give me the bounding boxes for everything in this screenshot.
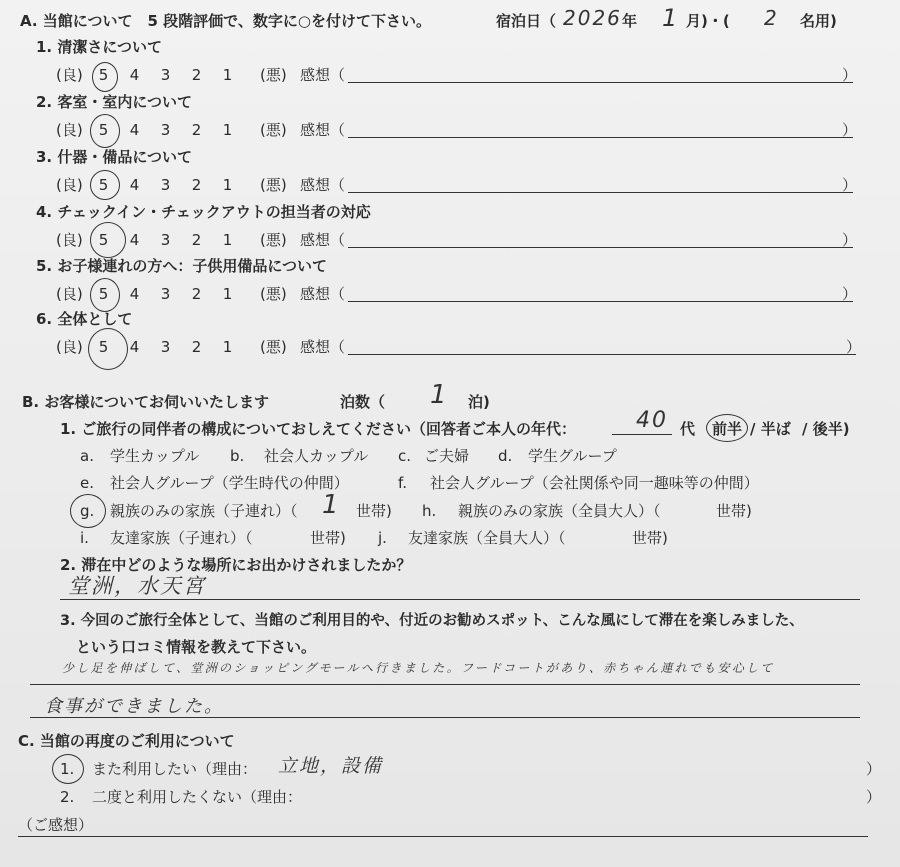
age-unit: 代 — [680, 420, 696, 438]
rating-option[interactable]: 4 — [129, 231, 140, 249]
question-title: 2. 客室・室内について — [36, 93, 193, 111]
option-label[interactable]: 社会人グループ（学生時代の仲間） — [110, 474, 349, 492]
question-title: 5. お子様連れの方へ：子供用備品について — [36, 257, 328, 275]
rating-option[interactable]: 2 — [191, 231, 202, 249]
nights-label: 泊数（ — [340, 393, 386, 411]
rating-option[interactable]: 3 — [160, 338, 171, 356]
comment-close: ） — [842, 121, 858, 139]
rating-option[interactable]: 2 — [191, 338, 202, 356]
rating-option[interactable]: 1 — [222, 121, 233, 139]
option-unit: 世帯) — [310, 529, 346, 547]
comment-label: 感想（ — [300, 66, 346, 84]
option-key: d. — [498, 447, 513, 465]
q3-answer-line1-handwritten: 少し足を伸ばして、堂洲のショッピングモールへ行きました。フードコートがあり、赤ちゃん連れでも安心して — [62, 661, 775, 675]
return-reason-handwritten: 立地，設備 — [278, 755, 384, 777]
nights-unit: 泊) — [468, 393, 490, 411]
section-a-header: A. 当館について 5 段階評価で、数字に○を付けて下さい。 — [20, 12, 431, 30]
scale-good-label: (良) — [56, 176, 83, 194]
scale-good-label: (良) — [56, 231, 83, 249]
household-count-handwritten: 1 — [322, 490, 339, 520]
option-label[interactable]: 学生カップル — [110, 447, 200, 465]
rating-option[interactable]: 3 — [160, 231, 171, 249]
selected-rating-circle — [90, 222, 126, 258]
question-title: 4. チェックイン・チェックアウトの担当者の対応 — [36, 203, 371, 221]
scale-bad-label: (悪) — [260, 338, 287, 356]
rating-option[interactable]: 1 — [222, 66, 233, 84]
q2-title: 2. 滞在中どのような場所にお出かけされましたか？ — [60, 556, 412, 574]
comment-input-line[interactable] — [348, 354, 856, 355]
comment-input-line[interactable] — [348, 82, 853, 83]
option-key: e. — [80, 474, 94, 492]
option-key: j. — [378, 529, 387, 547]
selected-rating-circle — [90, 114, 120, 148]
option-key: g. — [80, 502, 95, 520]
q2-answer-handwritten: 堂洲，水天宮 — [68, 574, 206, 598]
scale-bad-label: (悪) — [260, 121, 287, 139]
no-return-option-label[interactable]: 二度と利用したくない（理由： — [92, 788, 303, 806]
rating-option[interactable]: 3 — [160, 285, 171, 303]
guest-count-handwritten: 2 — [764, 6, 779, 30]
age-input-line[interactable] — [612, 434, 672, 435]
selected-rating-circle — [92, 62, 118, 92]
option-key: h. — [422, 502, 437, 520]
option-label[interactable]: 親族のみの家族（子連れ）（ — [110, 502, 298, 520]
scale-good-label: (良) — [56, 66, 83, 84]
age-option-early[interactable]: 前半 — [712, 420, 743, 438]
option-label[interactable]: 友達家族（子連れ）（ — [110, 529, 253, 547]
option-key: f. — [398, 474, 407, 492]
comment-label: 感想（ — [300, 231, 346, 249]
return-option-label[interactable]: また利用したい（理由： — [92, 760, 258, 778]
comment-input-line[interactable] — [348, 137, 853, 138]
age-handwritten: 40 — [636, 408, 668, 433]
rating-option[interactable]: 4 — [129, 338, 140, 356]
comments-input-line[interactable] — [18, 836, 868, 837]
comment-label: 感想（ — [300, 121, 346, 139]
rating-option[interactable]: 4 — [129, 176, 140, 194]
rating-option[interactable]: 4 — [129, 66, 140, 84]
option-number[interactable]: 1. — [60, 760, 75, 778]
rating-option[interactable]: 4 — [129, 285, 140, 303]
rating-option[interactable]: 1 — [222, 231, 233, 249]
rating-option[interactable]: 2 — [191, 285, 202, 303]
option-unit: 世帯) — [356, 502, 392, 520]
question-title: 6. 全体として — [36, 310, 133, 328]
stay-date-label: 宿泊日（ — [496, 12, 557, 30]
option-label[interactable]: 友達家族（全員大人）（ — [408, 529, 566, 547]
reason-close: ） — [866, 788, 882, 806]
option-unit: 世帯) — [716, 502, 752, 520]
rating-option[interactable]: 3 — [160, 176, 171, 194]
nights-handwritten: 1 — [430, 380, 447, 410]
comment-close: ） — [842, 231, 858, 249]
scale-good-label: (良) — [56, 121, 83, 139]
comment-close: ） — [842, 285, 858, 303]
selected-rating-circle — [90, 170, 120, 200]
rating-option[interactable]: 3 — [160, 121, 171, 139]
scale-bad-label: (悪) — [260, 285, 287, 303]
rating-option[interactable]: 2 — [191, 121, 202, 139]
selected-age-circle — [706, 414, 748, 442]
section-c-header: C. 当館の再度のご利用について — [18, 732, 235, 750]
year-unit: 年 — [622, 12, 638, 30]
comment-input-line[interactable] — [348, 301, 853, 302]
option-number[interactable]: 2. — [60, 788, 75, 806]
q2-answer-line[interactable] — [60, 599, 860, 600]
comment-label: 感想（ — [300, 338, 346, 356]
question-title: 3. 什器・備品について — [36, 148, 193, 166]
scale-good-label: (良) — [56, 338, 83, 356]
rating-option[interactable]: 2 — [191, 176, 202, 194]
option-label[interactable]: 学生グループ — [528, 447, 617, 465]
option-key: a. — [80, 447, 94, 465]
section-b-header: B. お客様についてお伺いいたします — [22, 393, 270, 411]
stay-month-handwritten: 1 — [662, 4, 678, 32]
comment-close: ） — [842, 176, 858, 194]
q3-answer-line[interactable] — [30, 684, 860, 685]
guest-count-unit: 名用) — [800, 12, 837, 30]
rating-option[interactable]: 1 — [222, 285, 233, 303]
age-option-late[interactable]: / 後半) — [802, 420, 850, 438]
rating-option[interactable]: 3 — [160, 66, 171, 84]
option-key: i. — [80, 529, 89, 547]
comment-input-line[interactable] — [348, 192, 853, 193]
comment-input-line[interactable] — [348, 247, 853, 248]
option-label[interactable]: 社会人グループ（会社関係や同一趣味等の仲間） — [430, 474, 759, 492]
comments-label: （ご感想） — [18, 816, 94, 834]
rating-option[interactable]: 5 — [98, 66, 109, 84]
question-title: 1. 清潔さについて — [36, 38, 163, 56]
q3-title-line2: という口コミ情報を教えて下さい。 — [76, 638, 317, 656]
option-key: c. — [398, 447, 412, 465]
month-unit: 月)・( — [686, 12, 730, 30]
rating-option[interactable]: 5 — [98, 338, 109, 356]
option-label[interactable]: 親族のみの家族（全員大人）（ — [458, 502, 661, 520]
q3-title-line1: 3. 今回のご旅行全体として、当館のご利用目的や、付近のお勧めスポット、こんな風にして滞在を楽しみました、 — [60, 613, 804, 629]
q1-title: 1. ご旅行の同伴者の構成についておしえてください（回答者ご本人の年代： — [60, 420, 577, 438]
scale-bad-label: (悪) — [260, 231, 287, 249]
rating-option[interactable]: 5 — [98, 285, 109, 303]
scale-good-label: (良) — [56, 285, 83, 303]
q3-answer-line2-handwritten: 食事ができました。 — [44, 696, 224, 717]
option-key: b. — [230, 447, 245, 465]
option-label[interactable]: ご夫婦 — [424, 447, 470, 465]
rating-option[interactable]: 5 — [98, 176, 109, 194]
comment-label: 感想（ — [300, 285, 346, 303]
reason-close: ） — [866, 760, 882, 778]
rating-option[interactable]: 1 — [222, 338, 233, 356]
selected-rating-circle — [90, 278, 120, 312]
rating-option[interactable]: 5 — [98, 231, 109, 249]
comment-close: ） — [842, 66, 858, 84]
rating-option[interactable]: 4 — [129, 121, 140, 139]
scale-bad-label: (悪) — [260, 66, 287, 84]
rating-option[interactable]: 2 — [191, 66, 202, 84]
age-option-mid[interactable]: / 半ば — [750, 420, 791, 438]
selected-rating-circle — [88, 328, 128, 370]
comment-close: ） — [846, 338, 862, 356]
scale-bad-label: (悪) — [260, 176, 287, 194]
stay-year-handwritten: 2026 — [563, 6, 622, 30]
rating-option[interactable]: 1 — [222, 176, 233, 194]
q3-answer-line[interactable] — [30, 717, 860, 718]
selected-return-circle — [52, 754, 84, 784]
rating-option[interactable]: 5 — [98, 121, 109, 139]
comment-label: 感想（ — [300, 176, 346, 194]
option-unit: 世帯) — [632, 529, 668, 547]
selected-option-circle — [70, 494, 106, 528]
option-label[interactable]: 社会人カップル — [264, 447, 369, 465]
